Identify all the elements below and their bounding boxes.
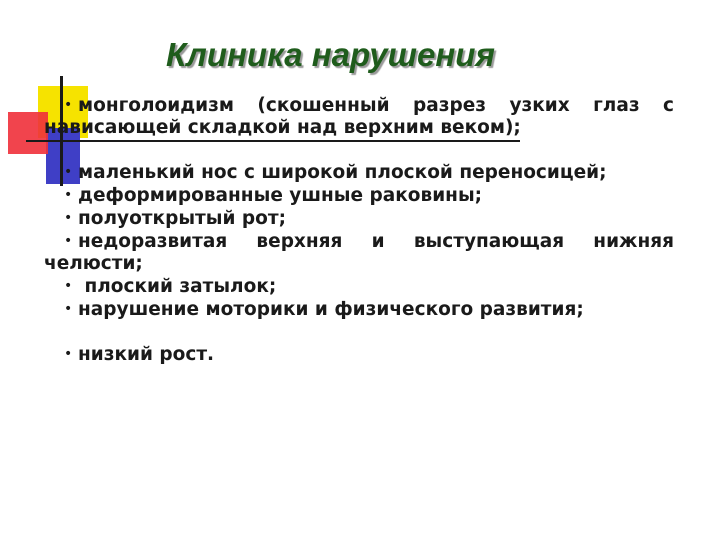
list-item xyxy=(44,207,674,230)
bullet-icon: • xyxy=(64,278,73,294)
bullet-icon: • xyxy=(64,346,73,362)
list-item xyxy=(44,343,674,366)
list-item-text: нарушение моторики и физического развития; xyxy=(78,299,584,320)
decor-red-square xyxy=(8,112,48,154)
list-item-text: монголоидизм (скошенный разрез узких глаз с нависающей складкой над верхним веком); xyxy=(44,95,674,138)
list-item xyxy=(44,230,674,275)
list-item xyxy=(44,94,674,139)
list-item xyxy=(44,184,674,207)
bullet-icon: • xyxy=(64,187,73,203)
list-item-text: недоразвитая верхняя и выступающая нижняя челюсти; xyxy=(44,231,674,274)
bullet-icon: • xyxy=(64,164,73,180)
list-item-text: плоский затылок; xyxy=(78,276,277,297)
list-item-text: низкий рост. xyxy=(78,344,215,365)
list-item xyxy=(44,275,674,298)
slide-title: Клиника нарушения xyxy=(166,36,495,73)
bullet-icon: • xyxy=(64,210,73,226)
list-item-text: маленький нос с широкой плоской переносицей; xyxy=(78,162,607,183)
list-item-text: деформированные ушные раковины; xyxy=(78,185,483,206)
bullet-icon: • xyxy=(64,233,73,249)
bullet-icon: • xyxy=(64,97,73,113)
list-item xyxy=(44,298,674,321)
bullet-list xyxy=(44,94,674,366)
list-item-text: полуоткрытый рот; xyxy=(78,208,286,229)
bullet-icon: • xyxy=(64,301,73,317)
list-item xyxy=(44,161,674,184)
